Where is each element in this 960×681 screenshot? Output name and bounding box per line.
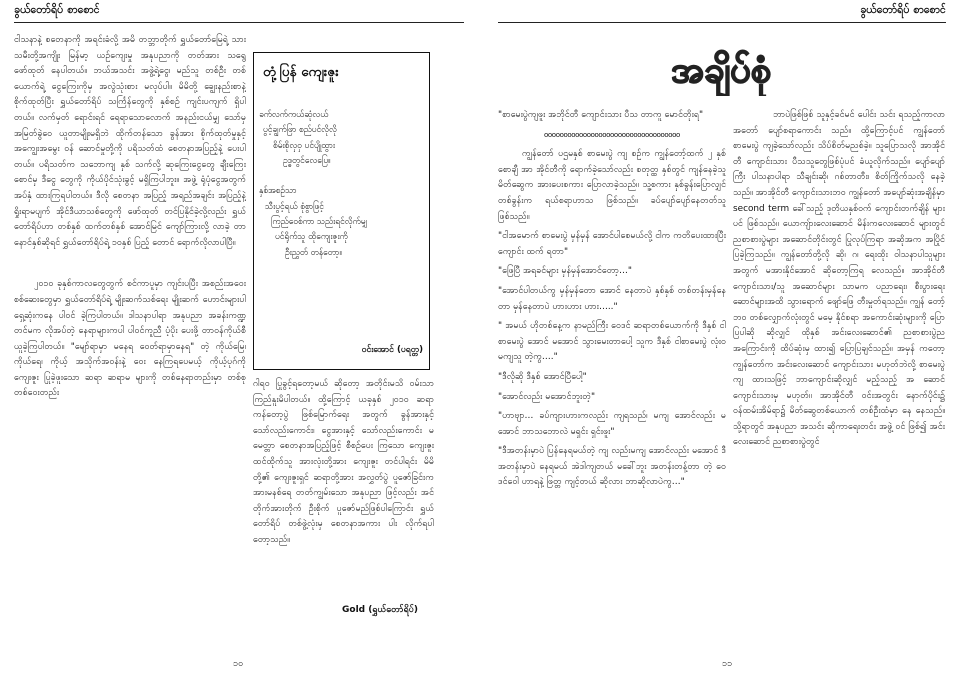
right-col1-para: ကျွန်တော် ပဌမနှစ် စာမေးပွဲ ကျ စဉ်က ကျွန်တော့်ထက် ၂ နှစ်စောချီ အာ အိုင်တီကို ရောက်ခဲ့သော်လည်း စတုတ္ထ နှစ်တွင် ကျန်နေခဲ့သူ မိတ်ဆွေက အားပေးစကား ပြောလာခဲ့သည်။ သူ့စကား နှစ်ခွန်းပြောလျှင် တစ်ခွန်းက ရယ်စရာဟာသ ဖြစ်သည်။ ခပ်ပျော်ပျော်နေတတ်သူဖြစ်သည်။ (498, 149, 726, 222)
poem-line: ကြည်ဝေစ်ကာ သည်းရင်လိုက်မျှ (271, 216, 368, 227)
left-signature: Gold (ရွှယ်တော်ရိပ်) (342, 605, 419, 615)
ornament-divider: ooooooooooooooooooooooooooooooooooo (544, 130, 680, 139)
dialogue-line: "ဟာဗျာ… ခပ်ကျားဟားကလည်း ကျရသည်၊ မကျ အောင်လည်း မအောင် ဘာသဘောလဲ မရှင်း ရှင်းဖူး" (498, 411, 726, 437)
poem-line: နှစ်အစဉ်သာ (259, 185, 297, 196)
left-column-2 (253, 377, 434, 587)
left-header-rule (14, 22, 464, 23)
poem-line: ဥဒ္ဓတွင်လေပြေ။ (283, 154, 331, 165)
poem-author: ဝင်းအောင် (ပရတ္တ) (361, 345, 423, 355)
poem-line: ခက်လက်ကယ်ဆုံလယ် (259, 109, 329, 119)
left-page-header: ခွယ်တော်ရိပ် စာစောင် (14, 4, 100, 16)
poem-line: ဦးညွှတ် တန်တော့။ (285, 246, 342, 257)
poem-line: သီးပွင့်ရယ် စုံစွာဖြင့် (265, 200, 324, 211)
left-col1-para-1: ငါသနာနဲ့ စတေနာကို အရင်းခံလို့ အမိ တဘ္ဘာတိုက် ရွှယ်တော်မြေရဲ့ သား သမီးတို့အကျိုး မြန်မာ့ ယဉ်ကျေးမှု အနုပညာကို တတ်အား သရွေ့ ဖော်ထုတ် နေပါတယ်။ ဘယ်အသင်း အဖွဲ့ရဲ့ငွေ၊ မည်သူ တစ်ဦး တစ်ယောက်ရဲ့ ငွေကြေးကိုမှ အလွဲသုံးစား မလုပ်ပါ။ မိမိတို့ ချွေးနည်းစာနဲ့ စိုက်ထုတ်ပြီး ရွှယ်တော်ရိပ် သင်္ကြန်တွေကို နှစ်စဉ် ကျင်းပကျက် ရှိပါတယ်။ လက်မှတ် ရောင်းရင် ရေရာသောလောက် အနည်းငယ်မျှ သော်မှ အမြတ်ခွဲဝေ ယူတာမျိုးမရှိဘဲ ထိုက်တန်သော ခွန်အား စိုက်ထုတ်မှုနှင့် အကျွေးအမွေး ဝန် ဆောင်မှုတို့ကို ပရိသတ်ထံ စေတနာအပြည့်နဲ့ ပေးပါတယ်။ ပရိသတ်က သဘောကျ နှစ် သက်လို့ ဆုကြေးငွေတွေ ချီးကြေးစောင်မှ ဒီငွေ တွေကို ကိုယ်ပိုင်သုံးခွင့် မရှိကြပါဘူး။ အဖွဲ့ ရုံပုံငွေအတွက် အပ်နှံ ထားကြရပါတယ်။ ဒီလို စေတနာ အပြည့် အရည်အချင်း အပြည့်နဲ့ ရှိုးရာမပျက် အိုင်ဒီယာသစ်တွေကို ဖော်ထုတ် တင်ပြနိုင်ခဲ့လို့လည်း ရွှယ်တော်ရိပ်ဟာ တစ်နှစ် ထက်တစ်နှစ် အောင်မြင် ကျော်ကြားလို့ လာခဲ့ တာ နောင်နှစ်ဆိုရင် ရွှယ်တော်ရိပ်ရဲ့ ၁၀နှစ် ပြည့် တောင် ရောက်လိုလာပါပြီ။ (14, 35, 246, 248)
poem-line: ပွင့်ချွက်ဖြာ စည်ပင်လိုလို (263, 124, 337, 135)
poem-line-blank (257, 168, 427, 183)
dialogue-line: "ဖြေပြီ အရခင်များ မှန်မှန်အောင်တော့…" (498, 266, 632, 277)
poem-line: စိမ်းစိုလှဝှ ပင်ပျိုထွား (273, 139, 335, 150)
right-page-header: ခွယ်တော်ရိပ် စာစောင် (860, 4, 946, 16)
poem-title: တုံ့ပြန် ကျေးဇူး (263, 64, 339, 80)
dialogue-line: "ဒီအတန်းမှာပဲ ပြန်နေရမယ်တဲ့ ကျ လည်းမကျ အောင်လည်း မအောင် ဒီအတန်းမှာပဲ နေရမယ် အဲဒါကျတယ် မခေါ်ဘူး အတန်းတန့်တာ တဲ့ ဝေဒင်ဝေါ ဟာရနဲ့ ဖြတ္တ ကျင့်တယ် ဆိုလား ဘာဆိုလာပဲကွ…" (498, 446, 726, 488)
right-page-title: အချိပ်စုံ (671, 50, 771, 91)
right-col2-para: ဘာပဲဖြစ်ဖြစ် သူနှင့်ခင်မင် ပေါင်း သင်း ရသည့်ကာလာ အတော် ပျော်စရာကောင်း သည်။ ထို့ကြောင့်ပင် ကျွန်တော် စာမေးပွဲ ကျခဲ့သော်လည်း သိပ်စိတ်မညစ်ခဲ့။ သူပြောသလို အာအိုင်တီ ကျောင်းသား ပီသသူတွေဖြစ်ပုံပင် ခံယူလိုက်သည်။ ပျော်ပျော်ကြီး ပါသနာပါရာ သီချင်းဆို၊ ဂစ်တာတီး၊ စိတ်ကြိုက်သလို နေခဲ့သည်။ အာအိုင်တီ ကျောင်းသားဘဝ ကျွန်တော် အပျော်ဆုံးအချိန်မှာ second term ခေါ်သည့် ဒုတိယနှစ်ဝက် ကျောင်းတက်ချိန် များပင် ဖြစ်သည်။ ယောကျ်ားလေးဆောင် မိန်းကလေးဆောင် များတွင် ညစာစားပွဲများ အဆောင်တိုင်းတွင် ပြုလုပ်ကြရာ အဆိုအက အပြိုင် ပြခဲ့ကြသည်။ ကျွန်တော်တို့လို ဆို၊ ဂ၊ ရေးထိုး ဝါသနာပါသူများ အတွက် မအားနိုင်အောင် ဆိုတော့ကြရ လေသည်။ အာအိုင်တီ ကျောင်းသား/သူ အဆောင်များ သာမက ပညာရေး၊ စီးပွားရေး ဆောင်များအထိ သွားရောက် ဖျော်ဖြေ တီးမှုတ်ရသည်။ ကျွန် တော့်ဘဝ တစ်လျှောက်လုံးတွင် မမေ့ နိုင်စရာ အကောင်းဆုံးများကို ပြောပြပါဆို ဆိုလျှင် ထိုနှစ် အင်းလေးဆောင်၏ ညစာစားပွဲည အကြောင်းကို ထိပ်ဆုံးမှ ထား၍ ပြောပြချင်သည်။ အမှန် ကတော့ ကျွန်တော်က အင်းလေးဆောင် ကျောင်းသား မဟုတ်ဘဲလို့ စာမေးပွဲ ကျ ထားသဖြင့် ဘာကျောင်းဆိုလျှင် မည့်သည့် အ ဆောင် ကျောင်းသားမှ မဟုတ်။ အာအိုင်တီ ဝင်းအတွင်း နောက်ပိုင်း၌ ဝန်ထမ်းအိမ်ရာ၌ မိတ်ဆွေတစ်ယောက် တစ်ဦးထံမှာ နေ နေသည်။ သို့ရာတွင် အနုပညာ အသင်း ဆိုကာရေးတင်း အဖွဲ့ ဝင် ဖြစ်၍ အင်းလေးဆောင် ညစာစားပွဲတွင် (733, 110, 945, 448)
dialogue-line: " အမယ် ဟိုတစ်နေ့က နာမည်ကြီး ဝေဒင် ဆရာတစ်ယောက်ကို ဒီနှစ် ငါစာမေးပွဲ အောင် မအောင် သွားမေးတာပေါ့ သူက ဒီနှစ် ငါစာမေးပွဲ လုံးဝ မကျသူ တဲ့ကွ…." (498, 321, 726, 363)
left-col1-para-2: ၂၀၁၀ ခုနှစ်ကာလတွေတွက် စင်ကာပူမှာ ကျင်းပပြီး အစည်းအဝေး စစ်ဆေးတွေမှာ ရွှယ်တော်ရိပ်ရဲ့ မျိုးဆက်သစ်ရေး မျိုးဆက် ဟောင်းများပါ ရှေ့ဆုံးကနေ ပါဝင် ခဲ့ကြပါတယ်။ ဒါသနာပါရာ အနုပညာ အခန်းကဏ္ဍ တင်မက လိုအပ်တဲ့ နေရာများကပါ ပါဝင်ကူညီ ပံ့ပိုး ပေးဖို့ တာဝန်ကိုယ်စီ ယူခဲ့ကြပါတယ်။ "မျော်ရာမှာ မနေရ ဝေတ်ရာမှာနေရ" တဲ့ ကိုယ်မြေ၊ ကိုယ်ရေ၊ ကိုယ့် အသိုက်အဝန်းနဲ့ ဝေး နေကြရပေမယ့် ကိုယ့်ပုဂ်ကို ကျေးဇူး ပြုခဲ့ဖူးသော ဆရာ ဆရာမ များကို တစ်နေရာတည်းမှာ တစ်စု တစ်ဝေးတည်း (14, 279, 246, 399)
left-col2-para-1: ဂါရဝ ပြုခွင့်ရတော့မယ် ဆိုတော့ အတိုင်းမသိ ဝမ်းသာ ကြည်နူးမိပါတယ်။ ထို့ကြောင့် ယခုနှစ် ၂၀၁၀ ဆရာကန်တော့ပွဲ ဖြစ်မြောက်ရေး အတွက် ခွန်အားနှင့် သော်လည်းကောင်း၊ ငွေအားနှင့် သော်လည်းကောင်း မမေတ္တာ စေတနာအပြည့်ဖြင့် စီစဉ်ပေး ကြသော ကျေးဇူးထင်ထိုက်သူ အားလုံးတို့အား ကျေးဇူး တင်ပါရင်း မိမိတို့၏ ကျေးဇူးရှင် ဆရာတို့အား အလွှတ်ပွဲ ပူဇော်ခြင်းက အားမနစ်ရေ တတ်ကျွမ်းသော အနုပညာ ဖြင့်လည်း အင် တိုက်အားတိုက် ဦးစိုက် ပူဇော်မည်ဖြစ်ပါကြောင်း ရွှယ်တော်ရိပ် တစ်ဖွဲ့လုံးမှ စေတနာအကား ပါး လိုက်ရပါတော့သည်။ (253, 379, 434, 545)
dialogue-line: "ငါအမောက် စာမေးပွဲ မှန်မှန် အောင်ပါစေမယ်လို့ ငါက ကတိပေးထားပြီး ကျောင်း ထက် ရတာ" (498, 231, 726, 257)
dialogue-line: "အောင်ပါတယ်ကွ မှန်မှန်တော အောင် နေတာပဲ နှစ်နှစ် တစ်တန်းမှန်နေတာ မှန်နေတာပဲ ဟားဟား ဟား….." (498, 285, 726, 312)
dialogue-line: "အောင်လည်း မအောင်ဘူးတဲ့" (498, 391, 596, 402)
right-column-1 (498, 108, 726, 666)
right-col1-subtitle: "စာမေးပွဲကျဖူး အဘိုင်တီ ကျောင်းသား ပီသ တာကူ မောင်တိုးရ" (498, 110, 704, 120)
left-page-number: ၁၀ (233, 659, 244, 669)
dialogue-line: "ဒီလိုဆို ဒီနှစ် အောင်ပြီပေါ့" (498, 371, 587, 382)
poem-line: ပင်ရိုက်သူ ထိုကျေးဇူးကို (275, 231, 348, 242)
stylized-title-graphic (641, 36, 801, 96)
poem-lines (257, 107, 427, 260)
right-page-number: ၁၁ (722, 659, 733, 669)
left-column-1 (14, 33, 246, 647)
right-column-2 (733, 108, 945, 666)
poem-box (253, 52, 430, 370)
right-header-rule (498, 22, 946, 23)
